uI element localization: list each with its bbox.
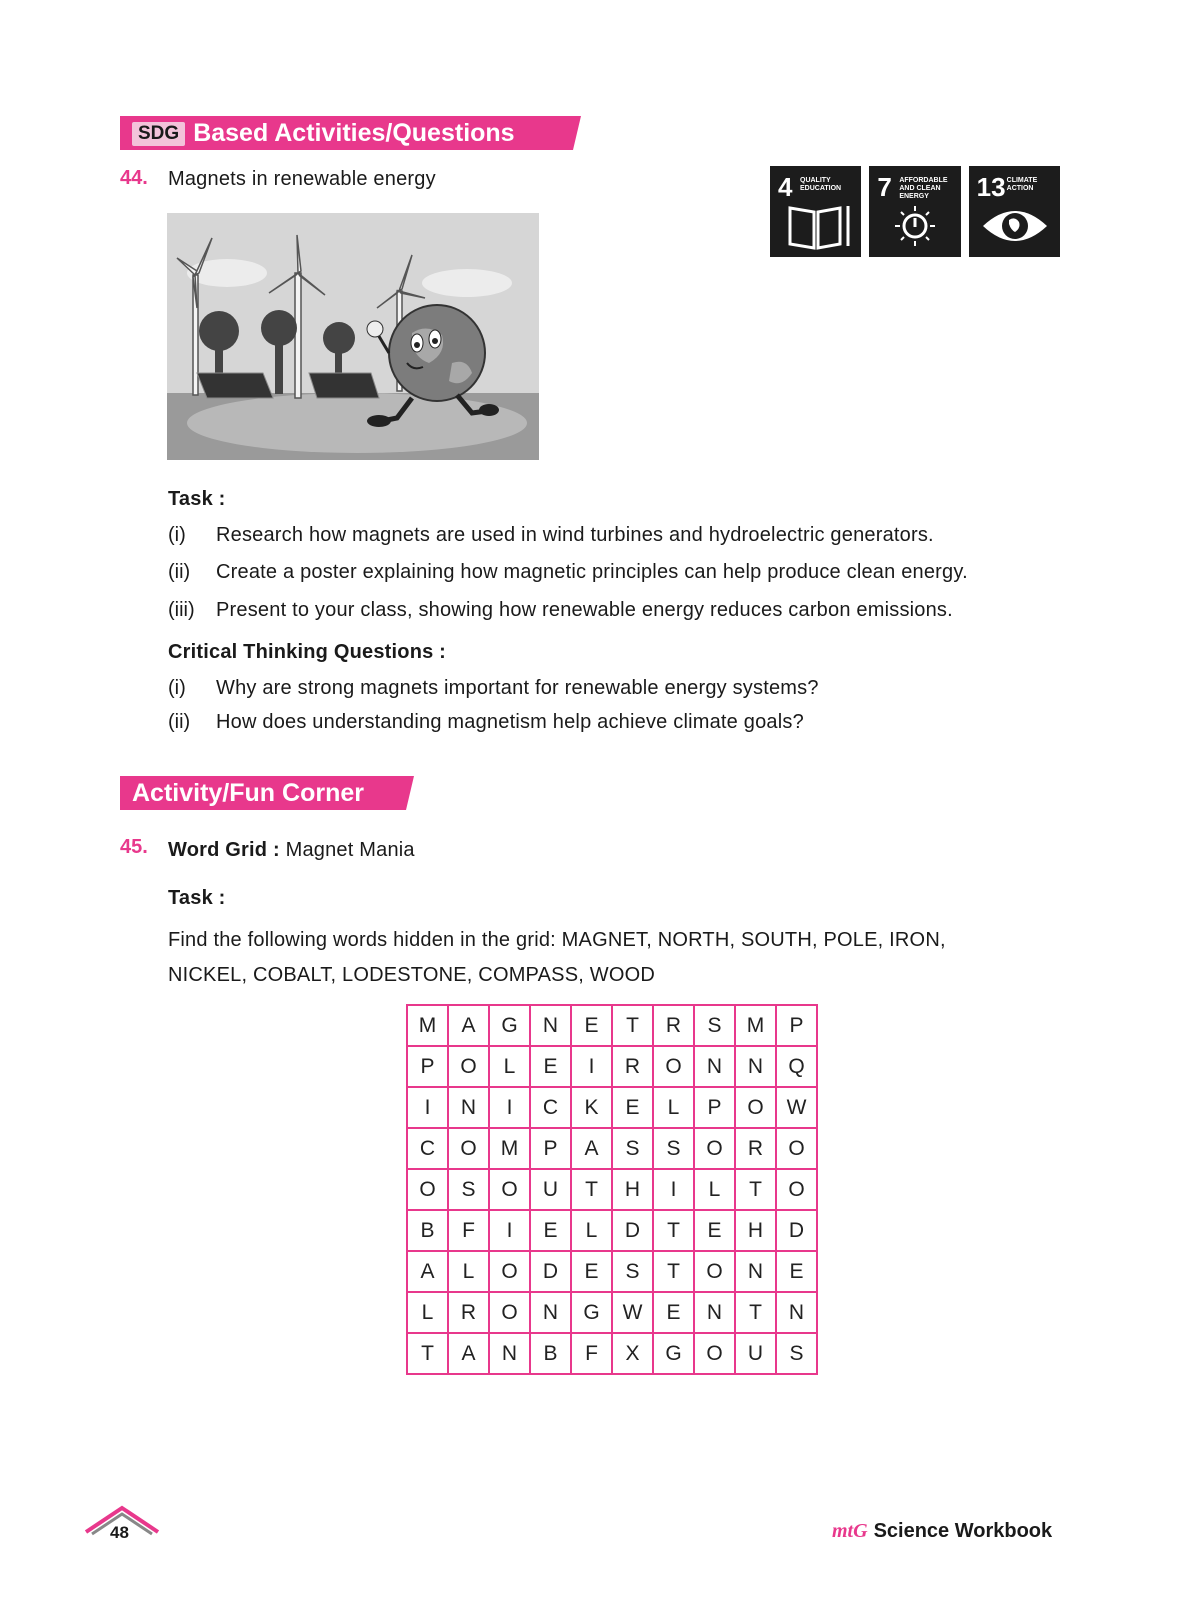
grid-row	[407, 1333, 817, 1374]
grid-cell: D	[776, 1210, 817, 1251]
grid-row	[407, 1046, 817, 1087]
critical-thinking-heading: Critical Thinking Questions :	[168, 641, 447, 663]
sdg-tile-label: AFFORDABLE AND CLEAN ENERGY	[899, 177, 948, 200]
grid-cell: I	[489, 1210, 530, 1251]
grid-cell: L	[407, 1292, 448, 1333]
grid-cell: I	[489, 1087, 530, 1128]
instruction-line-2: NICKEL, COBALT, LODESTONE, COMPASS, WOOD	[168, 964, 655, 986]
grid-cell: M	[735, 1005, 776, 1046]
grid-cell: O	[653, 1046, 694, 1087]
grid-row	[407, 1292, 817, 1333]
grid-cell: O	[694, 1333, 735, 1374]
ctq-number: (i)	[168, 677, 186, 699]
grid-cell: I	[653, 1169, 694, 1210]
grid-cell: O	[776, 1169, 817, 1210]
grid-cell: P	[530, 1128, 571, 1169]
grid-cell: S	[612, 1128, 653, 1169]
grid-row	[407, 1251, 817, 1292]
grid-cell: R	[448, 1292, 489, 1333]
word-grid-title: Magnet Mania	[285, 839, 415, 861]
grid-cell: N	[776, 1292, 817, 1333]
grid-cell: L	[571, 1210, 612, 1251]
grid-cell: X	[612, 1333, 653, 1374]
grid-cell: F	[571, 1333, 612, 1374]
grid-cell: O	[694, 1128, 735, 1169]
grid-cell: I	[571, 1046, 612, 1087]
activity-section-title: Activity/Fun Corner	[132, 779, 364, 807]
sdg-tile-7	[869, 166, 960, 257]
grid-cell: S	[694, 1005, 735, 1046]
grid-row	[407, 1005, 817, 1046]
eye-earth-icon	[969, 166, 1061, 257]
grid-cell: M	[489, 1128, 530, 1169]
ctq-number: (ii)	[168, 711, 191, 733]
grid-cell: L	[694, 1169, 735, 1210]
grid-cell: B	[530, 1333, 571, 1374]
grid-cell: O	[448, 1128, 489, 1169]
page-number: 48	[110, 1523, 129, 1542]
grid-cell: N	[735, 1251, 776, 1292]
sun-power-icon	[869, 166, 961, 257]
grid-cell: E	[571, 1251, 612, 1292]
grid-cell: R	[653, 1005, 694, 1046]
sdg-section-banner	[120, 116, 573, 150]
grid-cell: L	[448, 1251, 489, 1292]
grid-cell: O	[489, 1251, 530, 1292]
book-title: Science Workbook	[873, 1520, 1053, 1542]
sdg-tile-label: QUALITY EDUCATION	[800, 177, 842, 192]
task-heading-44: Task :	[168, 488, 226, 510]
grid-cell: E	[571, 1005, 612, 1046]
renewable-energy-illustration	[167, 213, 539, 460]
grid-cell: T	[407, 1333, 448, 1374]
question-title-45	[168, 838, 415, 862]
grid-cell: A	[571, 1128, 612, 1169]
grid-cell: T	[653, 1251, 694, 1292]
grid-cell: D	[612, 1210, 653, 1251]
grid-cell: E	[653, 1292, 694, 1333]
grid-cell: E	[530, 1210, 571, 1251]
instruction-line-1: Find the following words hidden in the grid: MAGNET, NORTH, SOUTH, POLE, IRON,	[168, 929, 946, 951]
grid-cell: O	[489, 1292, 530, 1333]
grid-cell: U	[735, 1333, 776, 1374]
grid-cell: P	[694, 1087, 735, 1128]
grid-cell: E	[694, 1210, 735, 1251]
sdg-tile-4	[770, 166, 861, 257]
grid-cell: E	[530, 1046, 571, 1087]
grid-cell: B	[407, 1210, 448, 1251]
grid-cell: E	[776, 1251, 817, 1292]
sdg-tile-number: 7	[877, 172, 892, 202]
grid-cell: N	[530, 1005, 571, 1046]
sdg-section-title: Based Activities/Questions	[193, 119, 515, 147]
grid-cell: N	[735, 1046, 776, 1087]
grid-cell: A	[407, 1251, 448, 1292]
grid-cell: O	[448, 1046, 489, 1087]
grid-cell: S	[448, 1169, 489, 1210]
grid-cell: H	[735, 1210, 776, 1251]
grid-cell: W	[776, 1087, 817, 1128]
task-text: Present to your class, showing how renewable energy reduces carbon emissions.	[216, 599, 953, 621]
grid-cell: N	[448, 1087, 489, 1128]
grid-cell: P	[776, 1005, 817, 1046]
grid-cell: G	[571, 1292, 612, 1333]
task-heading-45: Task :	[168, 887, 226, 909]
grid-cell: O	[776, 1128, 817, 1169]
grid-cell: N	[530, 1292, 571, 1333]
ctq-text: How does understanding magnetism help achieve climate goals?	[216, 711, 804, 733]
grid-cell: O	[735, 1087, 776, 1128]
grid-cell: H	[612, 1169, 653, 1210]
footer-brand	[832, 1520, 1052, 1543]
grid-cell: F	[448, 1210, 489, 1251]
grid-cell: O	[489, 1169, 530, 1210]
grid-cell: N	[694, 1292, 735, 1333]
word-search-grid	[406, 1004, 818, 1375]
grid-cell: S	[612, 1251, 653, 1292]
grid-cell: N	[489, 1333, 530, 1374]
activity-section-banner	[120, 776, 406, 810]
grid-cell: U	[530, 1169, 571, 1210]
grid-row	[407, 1210, 817, 1251]
grid-cell: E	[612, 1087, 653, 1128]
grid-cell: Q	[776, 1046, 817, 1087]
question-title-44: Magnets in renewable energy	[168, 168, 436, 190]
grid-cell: R	[612, 1046, 653, 1087]
grid-cell: G	[489, 1005, 530, 1046]
grid-cell: C	[530, 1087, 571, 1128]
ctq-text: Why are strong magnets important for renewable energy systems?	[216, 677, 819, 699]
grid-cell: R	[735, 1128, 776, 1169]
grid-cell: G	[653, 1333, 694, 1374]
task-number: (i)	[168, 524, 186, 546]
grid-cell: T	[612, 1005, 653, 1046]
question-number-45: 45.	[120, 836, 148, 858]
grid-cell: A	[448, 1333, 489, 1374]
grid-cell: O	[694, 1251, 735, 1292]
grid-cell: T	[653, 1210, 694, 1251]
grid-row	[407, 1169, 817, 1210]
grid-cell: T	[735, 1292, 776, 1333]
grid-cell: D	[530, 1251, 571, 1292]
question-number-44: 44.	[120, 167, 148, 189]
sdg-goal-tiles	[770, 166, 1060, 257]
grid-row	[407, 1128, 817, 1169]
sdg-tile-number: 13	[976, 172, 1006, 202]
grid-cell: L	[489, 1046, 530, 1087]
grid-cell: I	[407, 1087, 448, 1128]
grid-cell: M	[407, 1005, 448, 1046]
grid-cell: L	[653, 1087, 694, 1128]
grid-cell: W	[612, 1292, 653, 1333]
grid-cell: C	[407, 1128, 448, 1169]
grid-cell: N	[694, 1046, 735, 1087]
sdg-tile-13	[969, 166, 1060, 257]
grid-cell: S	[776, 1333, 817, 1374]
sdg-chip: SDG	[132, 122, 185, 146]
grid-cell: T	[571, 1169, 612, 1210]
task-text: Research how magnets are used in wind turbines and hydroelectric generators.	[216, 524, 934, 546]
task-number: (iii)	[168, 599, 195, 621]
task-number: (ii)	[168, 561, 191, 583]
grid-row	[407, 1087, 817, 1128]
brand-logo: mtG	[832, 1520, 868, 1542]
sdg-tile-number: 4	[778, 172, 793, 202]
word-grid-label: Word Grid :	[168, 839, 280, 861]
task-text: Create a poster explaining how magnetic principles can help produce clean energy.	[216, 561, 968, 583]
grid-cell: T	[735, 1169, 776, 1210]
grid-cell: A	[448, 1005, 489, 1046]
grid-cell: K	[571, 1087, 612, 1128]
grid-cell: S	[653, 1128, 694, 1169]
sdg-tile-label: CLIMATE ACTION	[1006, 177, 1038, 192]
book-icon	[770, 166, 862, 257]
grid-cell: P	[407, 1046, 448, 1087]
grid-cell: O	[407, 1169, 448, 1210]
